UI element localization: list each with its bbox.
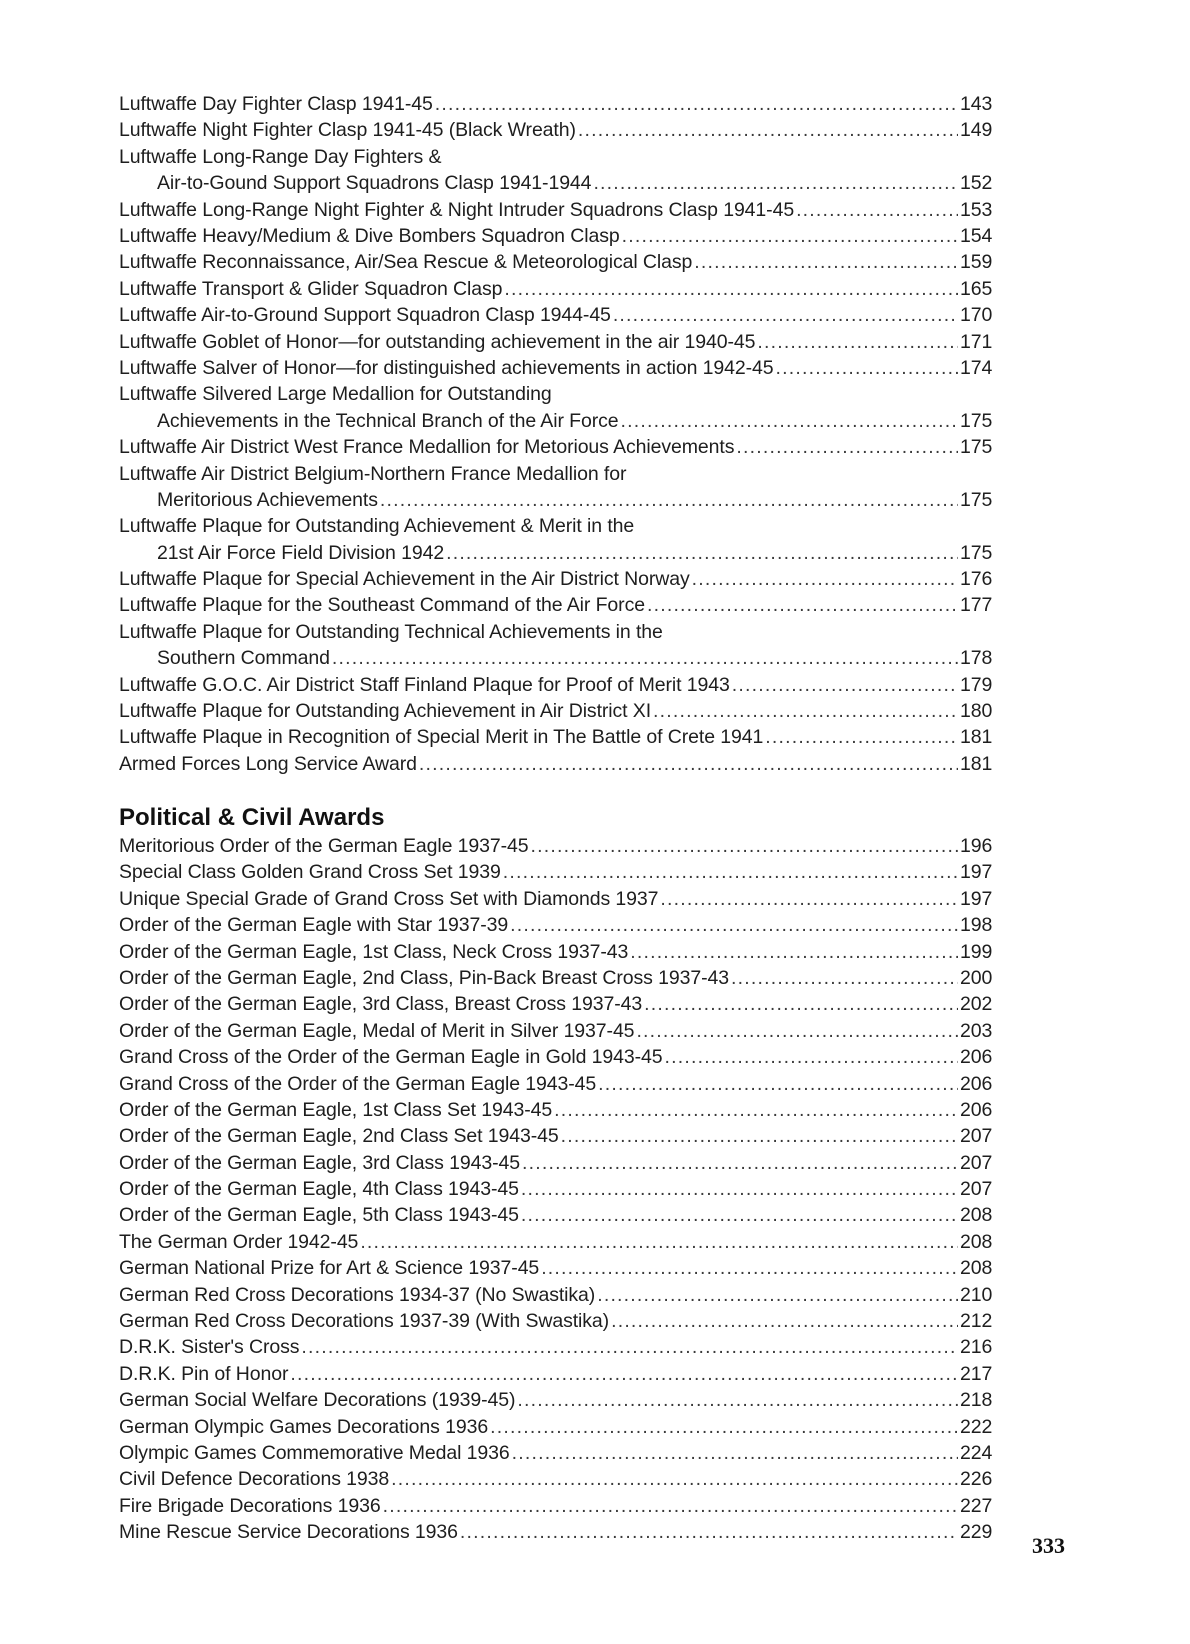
toc-entry-page: 179 (960, 673, 993, 696)
dot-leader (561, 1123, 958, 1149)
dot-leader (694, 249, 958, 275)
toc-entry (119, 1308, 993, 1334)
toc-entry-page: 216 (960, 1336, 993, 1359)
toc-entry-title: Meritorious Order of the German Eagle 1937-45 (119, 835, 529, 857)
toc-entry (119, 117, 993, 143)
toc-entry-page: 207 (960, 1125, 993, 1148)
toc-entry (119, 859, 993, 885)
toc-entry-page: 203 (960, 1019, 993, 1042)
dot-leader (290, 1361, 958, 1387)
dot-leader (644, 991, 958, 1017)
dot-leader (460, 1519, 958, 1545)
toc-entry (119, 276, 993, 302)
dot-leader (692, 566, 958, 592)
toc-entry (119, 833, 993, 859)
toc-entry (119, 513, 993, 566)
dot-leader (621, 408, 958, 434)
dot-leader (757, 329, 958, 355)
dot-leader (611, 1308, 958, 1334)
toc-entry (119, 1466, 993, 1492)
toc-entry-page: 206 (960, 1098, 993, 1121)
toc-entry (119, 1414, 993, 1440)
dot-leader (593, 170, 958, 196)
toc-entry-page: 180 (960, 700, 993, 723)
toc-entry-page: 210 (960, 1283, 993, 1306)
dot-leader (613, 302, 958, 328)
dot-leader (360, 1229, 958, 1255)
dot-leader (510, 912, 958, 938)
dot-leader (446, 540, 958, 566)
toc-entry-page: 202 (960, 993, 993, 1016)
toc-entry (119, 1334, 993, 1360)
toc-entry-page: 181 (960, 752, 993, 775)
dot-leader (736, 434, 958, 460)
toc-entry (119, 1361, 993, 1387)
toc-entry (119, 355, 993, 381)
toc-entry-page: 200 (960, 966, 993, 989)
dot-leader (578, 117, 958, 143)
toc-entry-page: 197 (960, 887, 993, 910)
dot-leader (660, 886, 958, 912)
toc-entry-title: Order of the German Eagle, 1st Class, Neck Cross 1937-43 (119, 940, 629, 963)
toc-entry-title-line: Luftwaffe Plaque for Outstanding Technical Achievements in the (119, 620, 663, 643)
toc-entry (119, 144, 993, 197)
dot-leader (490, 1414, 958, 1440)
dot-leader (301, 1334, 958, 1360)
dot-leader (435, 91, 958, 117)
toc-entry-title-line: Luftwaffe Air District Belgium-Northern France Medallion for (119, 462, 627, 485)
dot-leader (541, 1255, 958, 1281)
toc-entry (119, 592, 993, 618)
toc-entry-page: 149 (960, 119, 993, 142)
toc-entry (119, 1123, 993, 1149)
dot-leader (776, 355, 958, 381)
toc-entry-title: Unique Special Grade of Grand Cross Set with Diamonds 1937 (119, 887, 659, 910)
toc-entry (119, 751, 993, 777)
toc-entry (119, 1493, 993, 1519)
toc-entry (119, 1097, 993, 1123)
toc-entry-title: Meritorious Achievements (157, 488, 378, 511)
toc-entry (119, 302, 993, 328)
toc-entry-title: Armed Forces Long Service Award (119, 752, 417, 775)
toc-entry-title: Luftwaffe Plaque for Special Achievement in the Air District Norway (119, 568, 690, 591)
toc-entry-title: Order of the German Eagle, 4th Class 1943-45 (119, 1178, 519, 1201)
toc-entry (119, 1255, 993, 1281)
toc-entry-title: Southern Command (157, 647, 330, 670)
toc-entry-title: Luftwaffe Plaque for the Southeast Command of the Air Force (119, 594, 645, 617)
dot-leader (732, 672, 958, 698)
toc-entry (119, 1387, 993, 1413)
dot-leader (597, 1282, 958, 1308)
toc-entry-title: Grand Cross of the Order of the German Eagle in Gold 1943-45 (119, 1046, 663, 1069)
toc-entry-title: Order of the German Eagle, 2nd Class Set 1943-45 (119, 1125, 559, 1148)
toc-entry-title: Air-to-Gound Support Squadrons Clasp 1941-1944 (157, 172, 592, 195)
toc-entry-title: Luftwaffe Day Fighter Clasp 1941-45 (119, 93, 433, 115)
toc-entry (119, 991, 993, 1017)
toc-entry-page: 175 (960, 488, 993, 511)
toc-entry (119, 1071, 993, 1097)
toc-entry-page: 165 (960, 277, 993, 300)
toc-entry-title: Special Class Golden Grand Cross Set 1939 (119, 861, 501, 884)
dot-leader (653, 698, 958, 724)
toc-entry-title-line: Luftwaffe Long-Range Day Fighters & (119, 145, 442, 168)
toc-entry (119, 381, 993, 434)
dot-leader (636, 1018, 958, 1044)
toc-entry-title: D.R.K. Pin of Honor (119, 1362, 289, 1385)
dot-leader (665, 1044, 958, 1070)
dot-leader (380, 487, 958, 513)
toc-list-political-civil (119, 833, 993, 1546)
toc-entry (119, 249, 993, 275)
toc-entry-page: 197 (960, 861, 993, 884)
toc-entry-title: Luftwaffe Salver of Honor—for distinguished achievements in action 1942-45 (119, 356, 774, 379)
toc-entry (119, 1202, 993, 1228)
toc-entry (119, 1282, 993, 1308)
toc-entry-page: 208 (960, 1204, 993, 1227)
dot-leader (419, 751, 958, 777)
toc-entry-page: 206 (960, 1072, 993, 1095)
toc-entry-title: 21st Air Force Field Division 1942 (157, 541, 445, 564)
toc-entry (119, 1440, 993, 1466)
toc-entry-title: German Olympic Games Decorations 1936 (119, 1415, 489, 1438)
toc-entry-page: 176 (960, 568, 993, 591)
toc-entry-title: German National Prize for Art & Science 1937-45 (119, 1257, 540, 1280)
toc-entry-page: 207 (960, 1151, 993, 1174)
toc-entry-page: 198 (960, 914, 993, 937)
toc-entry (119, 1176, 993, 1202)
toc-entry (119, 91, 993, 117)
toc-entry-page: 222 (960, 1415, 993, 1438)
toc-entry-title: Order of the German Eagle, 1st Class Set 1943-45 (119, 1098, 553, 1121)
page-number: 333 (1032, 1533, 1065, 1558)
toc-entry-page: 217 (960, 1362, 993, 1385)
toc-entry-page: 170 (960, 304, 993, 327)
dot-leader (517, 1387, 958, 1413)
toc-entry-title: Luftwaffe Night Fighter Clasp 1941-45 (Black Wreath) (119, 119, 576, 142)
dot-leader (630, 939, 958, 965)
toc-entry-title: Order of the German Eagle, 5th Class 1943-45 (119, 1204, 519, 1227)
toc-entry-title: Order of the German Eagle, 2nd Class, Pin-Back Breast Cross 1937-43 (119, 966, 730, 989)
toc-entry-page: 175 (960, 409, 993, 432)
toc-entry-title: Luftwaffe Air District West France Medallion for Metorious Achievements (119, 436, 735, 459)
toc-entry (119, 1150, 993, 1176)
toc-entry-page: 226 (960, 1468, 993, 1491)
toc-entry-title: Luftwaffe G.O.C. Air District Staff Finland Plaque for Proof of Merit 1943 (119, 673, 730, 696)
toc-entry (119, 965, 993, 991)
toc-entry-title: Luftwaffe Air-to-Ground Support Squadron Clasp 1944-45 (119, 304, 611, 327)
toc-entry-title: Order of the German Eagle with Star 1937-39 (119, 914, 509, 937)
toc-entry (119, 912, 993, 938)
toc-list-luftwaffe (119, 91, 993, 777)
toc-entry (119, 434, 993, 460)
toc-entry (119, 1519, 993, 1545)
dot-leader (554, 1097, 958, 1123)
toc-entry-title: Order of the German Eagle, 3rd Class 1943-45 (119, 1151, 520, 1174)
dot-leader (622, 223, 958, 249)
toc-entry-title: Order of the German Eagle, 3rd Class, Breast Cross 1937-43 (119, 993, 643, 1016)
toc-entry-title: The German Order 1942-45 (119, 1230, 359, 1253)
dot-leader (598, 1071, 958, 1097)
toc-entry (119, 672, 993, 698)
toc-entry-title-line: Luftwaffe Silvered Large Medallion for Outstanding (119, 383, 552, 406)
toc-entry-title: Luftwaffe Goblet of Honor—for outstanding achievement in the air 1940-45 (119, 330, 756, 353)
toc-entry-page: 206 (960, 1046, 993, 1069)
toc-page (119, 0, 993, 1644)
toc-entry (119, 939, 993, 965)
toc-entry-title: Luftwaffe Reconnaissance, Air/Sea Rescue & Meteorological Clasp (119, 251, 693, 274)
toc-entry (119, 1018, 993, 1044)
dot-leader (521, 1176, 958, 1202)
dot-leader (647, 592, 958, 618)
toc-entry (119, 698, 993, 724)
toc-entry (119, 566, 993, 592)
section-heading: Political & Civil Awards (119, 804, 385, 831)
toc-entry-page: 174 (960, 356, 993, 379)
dot-leader (731, 965, 958, 991)
toc-entry-page: 171 (960, 330, 993, 353)
toc-entry-title: D.R.K. Sister's Cross (119, 1336, 300, 1359)
toc-entry (119, 223, 993, 249)
toc-entry-page: 159 (960, 251, 993, 274)
dot-leader (796, 197, 958, 223)
toc-entry (119, 197, 993, 223)
toc-entry-title: Mine Rescue Service Decorations 1936 (119, 1521, 458, 1544)
dot-leader (383, 1493, 958, 1519)
dot-leader (765, 724, 958, 750)
toc-entry-page: 212 (960, 1310, 993, 1333)
toc-entry-page: 177 (960, 594, 993, 617)
dot-leader (504, 276, 958, 302)
dot-leader (332, 645, 958, 671)
toc-entry (119, 619, 993, 672)
toc-entry-title: Luftwaffe Transport & Glider Squadron Clasp (119, 277, 503, 300)
toc-entry-title: Olympic Games Commemorative Medal 1936 (119, 1441, 510, 1464)
toc-entry-title: Order of the German Eagle, Medal of Merit in Silver 1937-45 (119, 1019, 635, 1042)
toc-entry-title: Luftwaffe Heavy/Medium & Dive Bombers Squadron Clasp (119, 224, 620, 247)
toc-entry-page: 181 (960, 726, 993, 749)
toc-entry-page: 196 (960, 835, 993, 857)
toc-entry-page: 224 (960, 1441, 993, 1464)
dot-leader (512, 1440, 958, 1466)
toc-entry-page: 218 (960, 1389, 993, 1412)
toc-entry-page: 229 (960, 1521, 993, 1544)
toc-entry-page: 153 (960, 198, 993, 221)
toc-entry-title: Luftwaffe Long-Range Night Fighter & Night Intruder Squadrons Clasp 1941-45 (119, 198, 795, 221)
toc-entry-page: 143 (960, 93, 993, 115)
toc-entry-page: 175 (960, 436, 993, 459)
dot-leader (391, 1466, 958, 1492)
toc-entry-title: Fire Brigade Decorations 1936 (119, 1494, 381, 1517)
toc-entry (119, 724, 993, 750)
toc-entry-page: 207 (960, 1178, 993, 1201)
dot-leader (503, 859, 958, 885)
toc-entry-title: Achievements in the Technical Branch of the Air Force (157, 409, 619, 432)
toc-entry-page: 152 (960, 172, 993, 195)
toc-entry-page: 208 (960, 1257, 993, 1280)
toc-entry-page: 175 (960, 541, 993, 564)
toc-entry-title: Grand Cross of the Order of the German Eagle 1943-45 (119, 1072, 597, 1095)
toc-entry-page: 227 (960, 1494, 993, 1517)
toc-entry (119, 329, 993, 355)
toc-entry-page: 199 (960, 940, 993, 963)
toc-entry-title: German Social Welfare Decorations (1939-45) (119, 1389, 516, 1412)
dot-leader (531, 833, 958, 859)
toc-entry-title: Luftwaffe Plaque for Outstanding Achievement in Air District XI (119, 700, 652, 723)
toc-entry-title-line: Luftwaffe Plaque for Outstanding Achievement & Merit in the (119, 515, 635, 538)
dot-leader (521, 1202, 958, 1228)
toc-entry-title: Civil Defence Decorations 1938 (119, 1468, 390, 1491)
toc-entry-title: German Red Cross Decorations 1934-37 (No Swastika) (119, 1283, 596, 1306)
toc-entry (119, 1229, 993, 1255)
toc-entry-title: Luftwaffe Plaque in Recognition of Special Merit in The Battle of Crete 1941 (119, 726, 764, 749)
toc-entry-title: German Red Cross Decorations 1937-39 (With Swastika) (119, 1310, 610, 1333)
toc-entry (119, 886, 993, 912)
toc-entry (119, 1044, 993, 1070)
toc-entry (119, 461, 993, 514)
toc-entry-page: 154 (960, 224, 993, 247)
dot-leader (522, 1150, 958, 1176)
toc-entry-page: 208 (960, 1230, 993, 1253)
toc-entry-page: 178 (960, 647, 993, 670)
